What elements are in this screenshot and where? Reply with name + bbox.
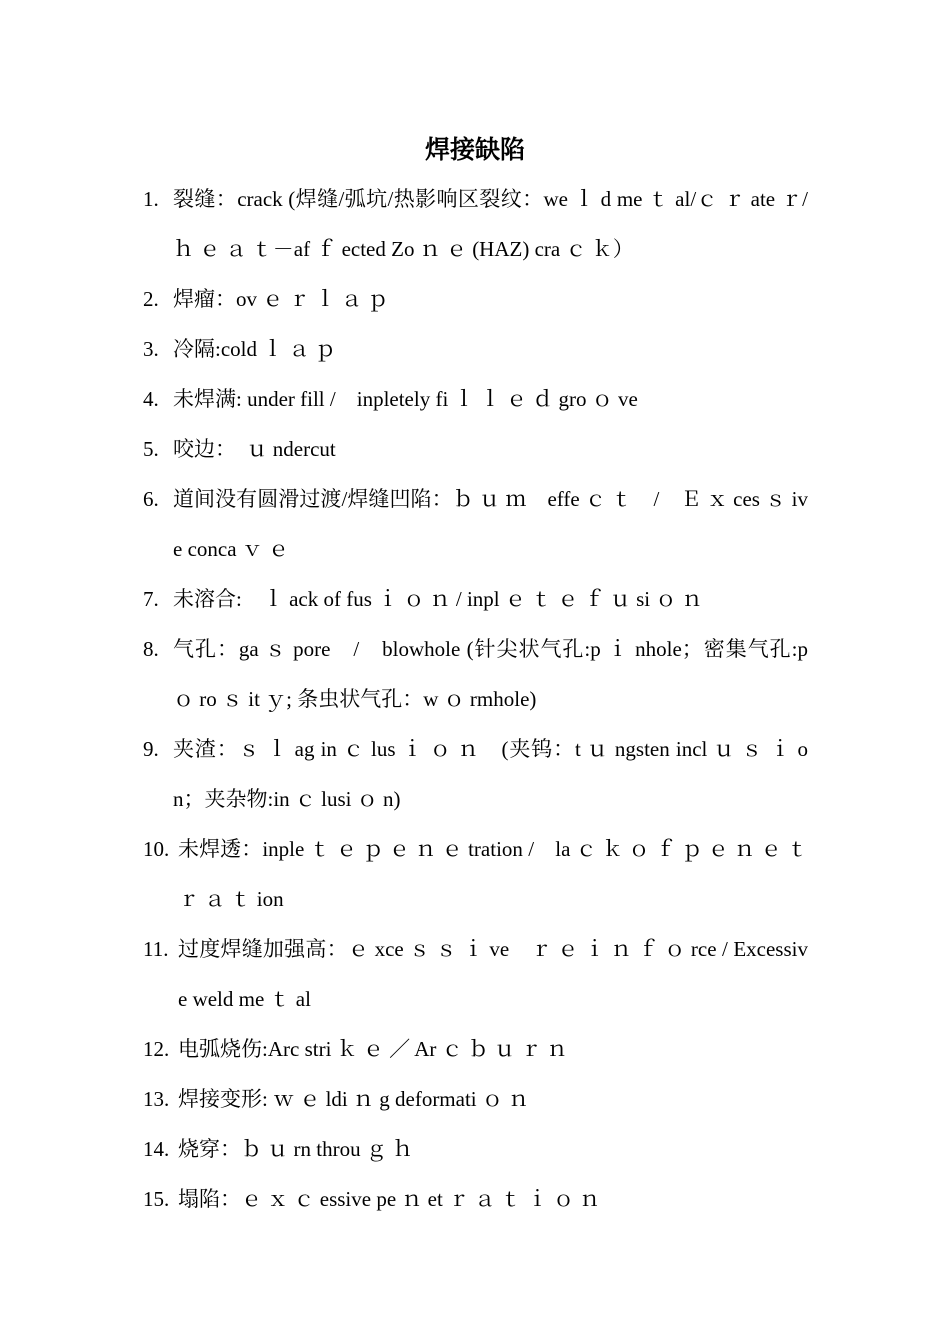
item-text: 未溶合: ｌ ack of fus ｉ ｏ ｎ / inpl ｅ ｔ ｅ ｆ ｕ si ｏ ｎ [173, 587, 703, 611]
list-item [143, 374, 808, 424]
item-text: 咬边： ｕ ndercut [173, 437, 336, 461]
item-text: 未焊满: under fill / inpletely fi ｌ ｌ ｅ ｄ gro ｏ ve [173, 387, 638, 411]
item-text: 焊接变形: ｗ ｅ ldi ｎ g deformati ｏ ｎ [178, 1087, 530, 1111]
item-number: 7. [143, 587, 159, 611]
document-title: 焊接缺陷 [424, 135, 525, 164]
list-item [143, 424, 808, 474]
list-item [143, 1124, 808, 1174]
item-number: 11. [143, 937, 169, 961]
list-item [143, 624, 808, 724]
item-number: 13. [143, 1087, 170, 1111]
item-text: 塌陷：ｅ ｘ ｃ essive pe ｎ et ｒ ａ ｔ ｉ ｏ ｎ [178, 1187, 601, 1211]
list-item [143, 1024, 808, 1074]
list-item [143, 1074, 808, 1124]
item-number: 1. [143, 187, 159, 211]
item-number: 14. [143, 1137, 170, 1161]
item-text: 气孔：ga ｓ pore / blowhole (针尖状气孔:p ｉ nhole；密集气孔:p ｏ ro ｓ it ｙ; 条虫状气孔：w ｏ rmhole) [173, 637, 808, 711]
item-number: 6. [143, 487, 159, 511]
item-number: 3. [143, 337, 159, 361]
item-number: 4. [143, 387, 159, 411]
list-item [143, 1174, 808, 1224]
item-number: 15. [143, 1187, 170, 1211]
list-item [143, 324, 808, 374]
defect-list [143, 174, 808, 1224]
item-text: 未焊透：inple ｔ ｅ ｐ ｅ ｎ ｅ tration / la ｃ ｋ ｏ ｆ ｐ ｅ ｎ ｅ ｔ ｒ ａ ｔ ion [178, 837, 808, 911]
item-number: 10. [143, 837, 170, 861]
list-item [143, 274, 808, 324]
item-text: 电弧烧伤:Arc stri ｋ ｅ ／ Ar ｃ ｂ ｕ ｒ ｎ [178, 1037, 568, 1061]
list-item [143, 924, 808, 1024]
item-text: 道间没有圆滑过渡/焊缝凹陷：ｂ ｕ ｍ effe ｃ ｔ / Ｅ ｘ ces ｓ ive conca ｖ ｅ [173, 487, 808, 561]
item-number: 2. [143, 287, 159, 311]
item-text: 冷隔:cold ｌ ａ ｐ [173, 337, 336, 361]
item-number: 5. [143, 437, 159, 461]
list-item [143, 174, 808, 274]
item-number: 8. [143, 637, 159, 661]
list-item [143, 724, 808, 824]
item-text: 裂缝：crack (焊缝/弧坑/热影响区裂纹：we ｌ d me ｔ al/ｃ ｒ ate ｒ/ ｈ ｅ ａ ｔ－af ｆ ected Zo ｎ ｅ (HAZ) cra ｃ ｋ） [173, 187, 808, 261]
item-number: 9. [143, 737, 159, 761]
item-text: 烧穿：ｂ ｕ rn throu ｇ ｈ [178, 1137, 414, 1161]
item-text: 过度焊缝加强高：ｅ xce ｓ ｓ ｉ ve ｒ ｅ ｉ ｎ ｆ ｏ rce / Excessive weld me ｔ al [178, 937, 808, 1011]
item-text: 焊瘤：ov ｅ ｒ ｌ ａ ｐ [173, 287, 389, 311]
list-item [143, 574, 808, 624]
item-text: 夹渣：ｓ ｌ ag in ｃ lus ｉ ｏ ｎ (夹钨：t ｕ ngsten incl ｕ ｓ ｉ on；夹杂物:in ｃ lusi ｏ n) [173, 737, 808, 811]
list-item [143, 474, 808, 574]
list-item [143, 824, 808, 924]
item-number: 12. [143, 1037, 170, 1061]
